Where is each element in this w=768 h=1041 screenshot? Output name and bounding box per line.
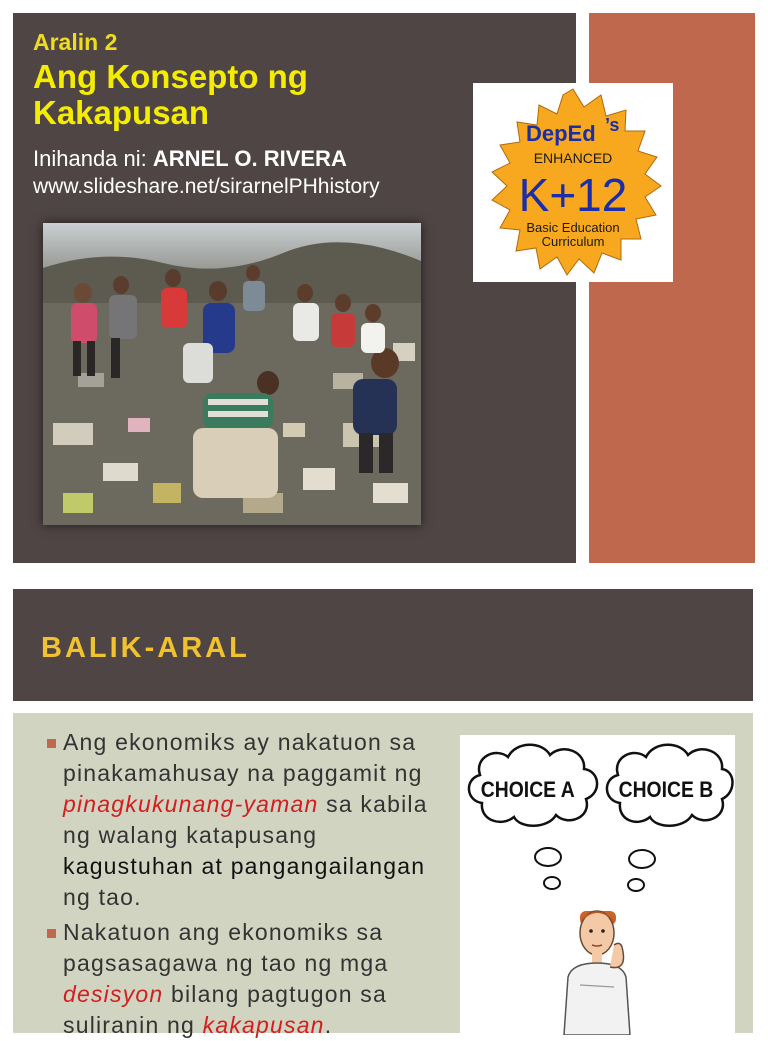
bullet2-text-a: Nakatuon ang ekonomiks sa pagsasagawa ng tao ng mga — [63, 919, 389, 976]
bullet2-emphasis-decision: desisyon — [63, 981, 164, 1007]
bullet2-text-b: bilang pagtugon sa suliranin ng — [63, 981, 387, 1038]
prepared-label: Inihanda ni: — [33, 146, 153, 171]
landfill-photo — [43, 223, 421, 525]
logo-curriculum: Curriculum — [541, 234, 605, 249]
deped-k12-logo — [473, 83, 673, 282]
website-link[interactable]: www.slideshare.net/sirarnelPHhistory — [33, 175, 380, 198]
bullet1-wants-needs: kagustuhan at pangangailangan — [63, 853, 426, 879]
thinking-person-illustration — [460, 735, 735, 1035]
bullet-item-1 — [47, 727, 437, 913]
logo-basic-education: Basic Education — [526, 220, 620, 235]
lesson-number: Aralin 2 — [33, 29, 118, 55]
k12-badge-icon — [473, 83, 673, 282]
prepared-by — [33, 146, 347, 172]
balik-aral-content — [13, 713, 753, 1038]
thinking-man — [564, 911, 630, 1035]
bullet-item-2 — [47, 917, 437, 1041]
logo-enhanced: ENHANCED — [533, 150, 613, 166]
balik-aral-header — [13, 589, 753, 701]
bullet-list — [47, 727, 437, 1041]
logo-k12: K+12 — [518, 169, 628, 221]
choice-a-label: CHOICE A — [480, 777, 575, 803]
bullet2-text-c: . — [324, 1012, 333, 1038]
slide-title: Ang Konsepto ng Kakapusan — [33, 58, 308, 131]
logo-possessive: ’s — [605, 115, 620, 135]
bullet1-emphasis-resources: pinagkukunang-yaman — [63, 791, 319, 817]
landfill-photo-illustration — [43, 223, 421, 525]
author-name: ARNEL O. RIVERA — [152, 146, 347, 171]
slide-heading: BALIK-ARAL — [41, 632, 250, 664]
choice-illustration — [460, 735, 735, 1035]
bullet1-text-a: Ang ekonomiks ay nakatuon sa pinakamahusay na paggamit ng — [63, 729, 423, 786]
logo-brand: DepEd — [526, 121, 596, 146]
bullet2-emphasis-scarcity: kakapusan — [202, 1012, 325, 1038]
bullet1-text-c: ng tao. — [63, 884, 142, 910]
choice-b-label: CHOICE B — [618, 777, 714, 803]
bullet1-text-b: sa kabila ng walang katapusang — [63, 791, 428, 848]
